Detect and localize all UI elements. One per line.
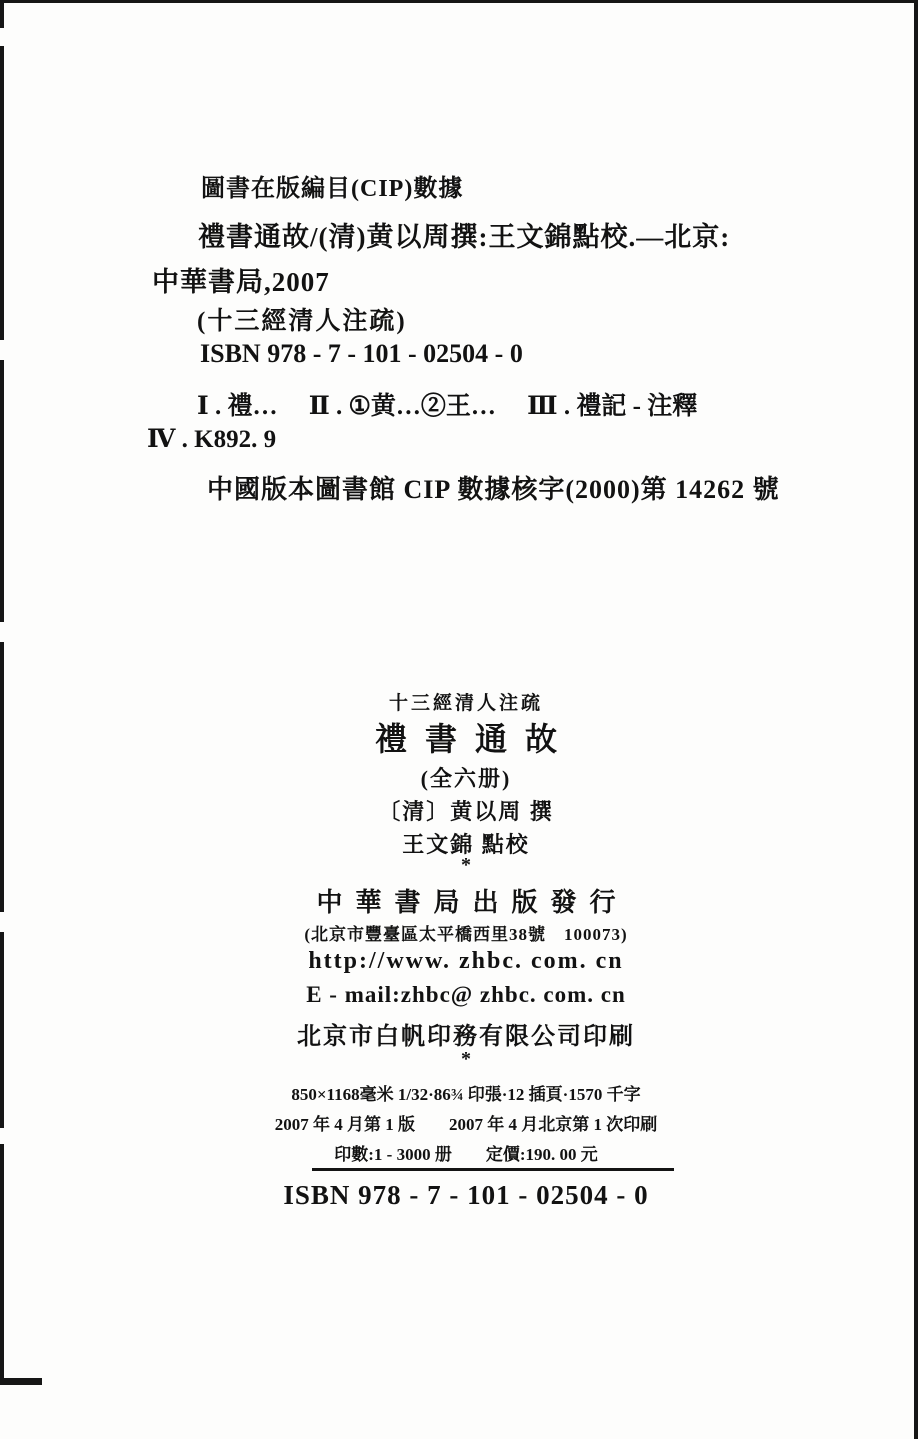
publisher-email: E - mail:zhbc@ zhbc. com. cn — [306, 982, 626, 1007]
editor-line: 王文錦 點校 — [402, 832, 530, 857]
cip-isbn: ISBN 978 - 7 - 101 - 02504 - 0 — [200, 339, 523, 368]
printrun-price-line: 印數:1 - 3000 册 定價:190. 00 元 — [334, 1145, 598, 1164]
scan-edge-gap — [0, 340, 5, 360]
printer-line: 北京市白帆印務有限公司印刷 — [297, 1024, 635, 1050]
divider-asterisk: * — [461, 1048, 471, 1070]
scan-edge-gap — [0, 622, 5, 642]
cip-classification-line1: Ⅰ . 禮… Ⅱ . ①黄…②王… Ⅲ . 禮記 - 注釋 — [197, 393, 698, 420]
publisher-address: (北京市豐臺區太平橋西里38號 100073) — [304, 925, 628, 944]
cip-record-number: 中國版本圖書館 CIP 數據核字(2000)第 14262 號 — [207, 475, 780, 504]
publisher-line: 中華書局出版發行 — [316, 888, 629, 917]
scan-edge-top — [0, 0, 918, 3]
book-title: 禮書通故 — [374, 721, 575, 757]
horizontal-rule — [312, 1168, 674, 1171]
scan-edge-left — [0, 0, 4, 1385]
publisher-website: http://www. zhbc. com. cn — [308, 948, 624, 974]
author-line: 〔清〕黄以周 撰 — [378, 799, 554, 824]
scan-edge-gap — [0, 28, 5, 46]
format-line: 850×1168毫米 1/32·86¾ 印張·12 插頁·1570 千字 — [291, 1085, 641, 1104]
cip-series-note: (十三經清人注疏) — [197, 308, 407, 335]
isbn-bottom: ISBN 978 - 7 - 101 - 02504 - 0 — [283, 1180, 649, 1210]
cip-classification-line2: Ⅳ . K892. 9 — [147, 426, 277, 453]
edition-line: 2007 年 4 月第 1 版 2007 年 4 月北京第 1 次印刷 — [274, 1115, 658, 1134]
scan-mark-bottom-left — [0, 1378, 42, 1385]
scan-edge-gap — [0, 912, 5, 932]
scan-edge-right — [914, 0, 918, 1439]
scan-edge-gap — [0, 1128, 5, 1144]
volume-note: (全六册) — [420, 766, 512, 791]
cip-heading: 圖書在版編目(CIP)數據 — [201, 176, 464, 202]
series-name: 十三經清人注疏 — [388, 693, 543, 714]
divider-asterisk: * — [461, 854, 471, 876]
cip-description-line2: 中華書局,2007 — [152, 267, 330, 297]
cip-description-line1: 禮書通故/(清)黄以周撰:王文錦點校.—北京: — [198, 222, 731, 252]
